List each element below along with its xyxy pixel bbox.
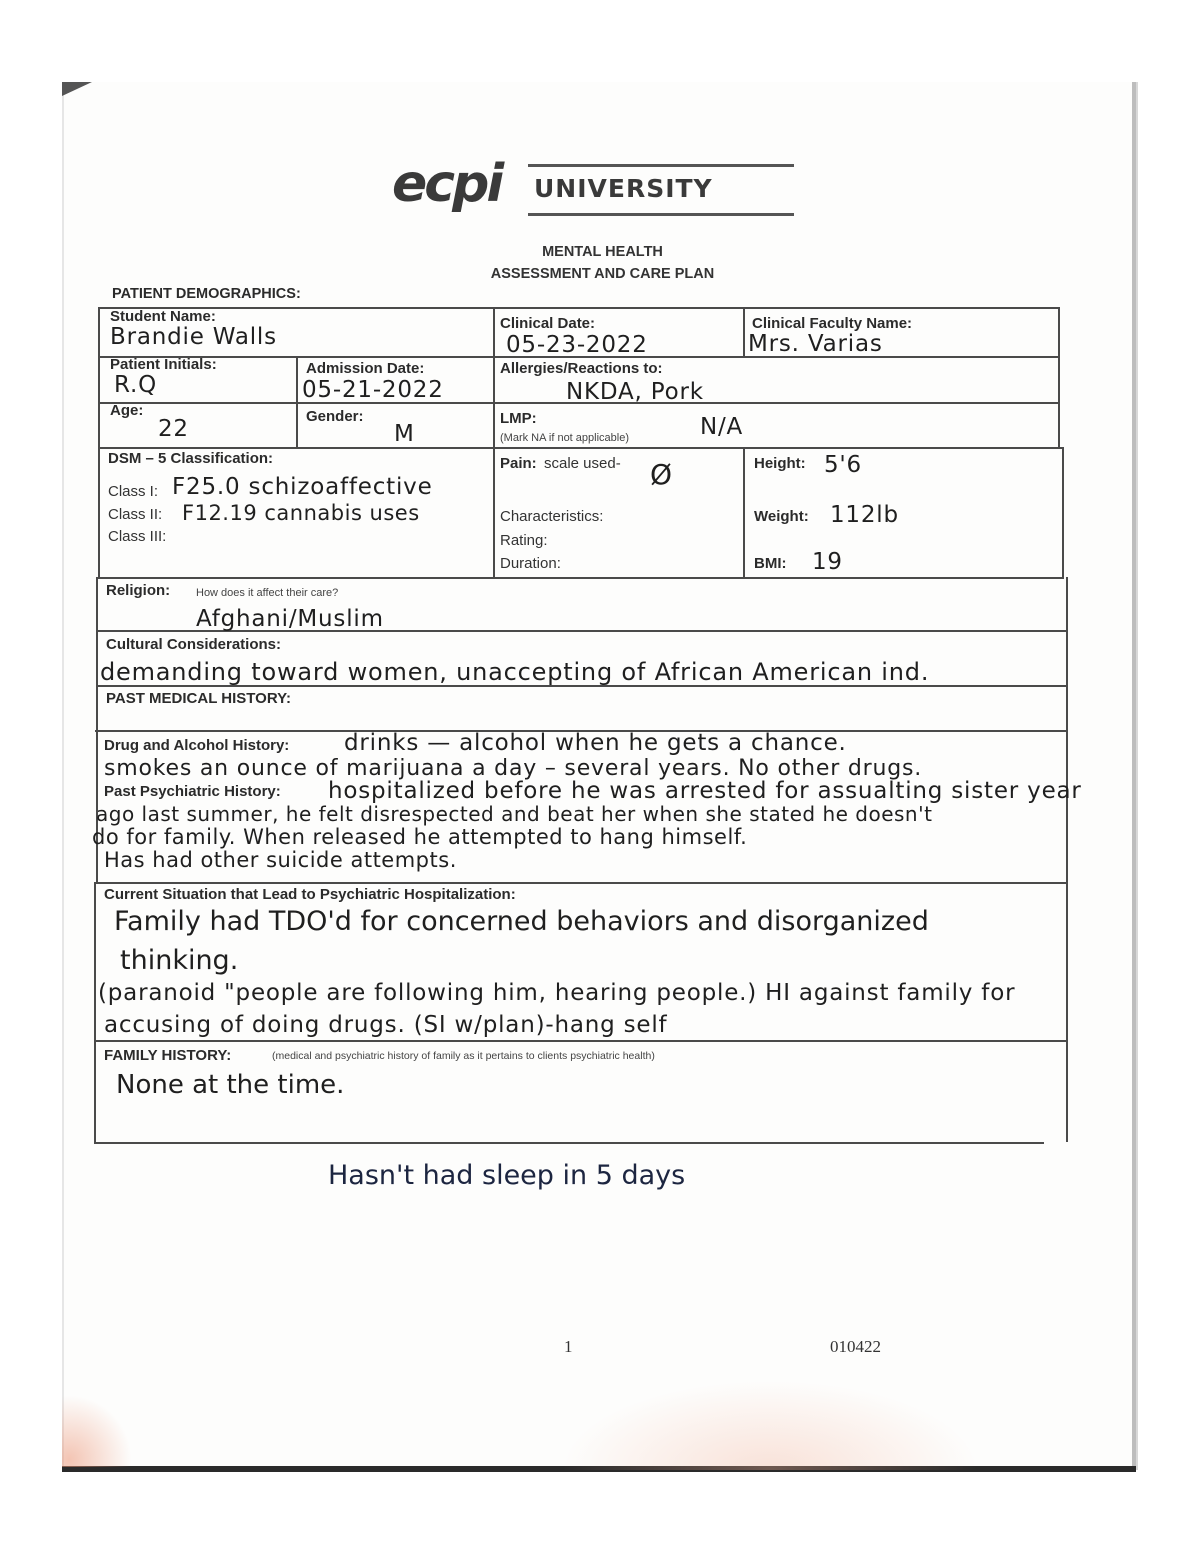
admission-date-value: 05-21-2022 [302,377,444,403]
form-title-line2: ASSESSMENT AND CARE PLAN [490,266,715,282]
lmp-note: (Mark NA if not applicable) [500,432,629,444]
height-value: 5'6 [824,452,862,478]
lmp-value: N/A [700,414,744,440]
past-psych-line2: ago last summer, he felt disrespected and beat her when she stated he doesn't [96,802,933,826]
current-line4: accusing of doing drugs. (SI w/plan)-hang self [104,1012,668,1038]
weight-value: 112lb [830,502,899,528]
lmp-label: LMP: [500,410,537,427]
patient-initials-label: Patient Initials: [110,356,217,373]
paper-edge-right [1132,82,1136,1472]
class1-label: Class I: [108,483,159,500]
drug-alcohol-label: Drug and Alcohol History: [104,737,290,754]
bmi-label: BMI: [754,555,787,572]
paper-corner [62,82,92,96]
current-line2: thinking. [120,945,239,976]
religion-note: How does it affect their care? [196,587,339,599]
class2-label: Class II: [108,506,163,523]
clinical-date-label: Clinical Date: [500,315,596,332]
drug-alcohol-line2: smokes an ounce of marijuana a day – several years. No other drugs. [104,756,923,781]
stain-mark [62,1395,132,1467]
student-name-label: Student Name: [110,308,216,325]
section-demographics: PATIENT DEMOGRAPHICS: [112,286,301,302]
gender-value: M [394,421,415,447]
class1-value: F25.0 schizoaffective [172,474,433,500]
ecpi-logo [388,154,798,220]
bmi-value: 19 [812,549,843,575]
drug-alcohol-line1: drinks — alcohol when he gets a chance. [344,730,847,756]
class2-value: F12.19 cannabis uses [182,501,420,525]
past-psych-line1: hospitalized before he was arrested for assualting sister year [328,778,1082,804]
characteristics-label: Characteristics: [500,508,604,525]
past-psych-label: Past Psychiatric History: [104,783,281,800]
stain-mark-bottom [560,1380,980,1470]
age-label: Age: [110,402,144,419]
past-medical-label: PAST MEDICAL HISTORY: [106,690,292,707]
form-code: 010422 [830,1337,881,1356]
pain-label: Pain: [500,455,537,472]
religion-label: Religion: [106,582,171,599]
bottom-note: Hasn't had sleep in 5 days [328,1160,686,1191]
clinical-date-value: 05-23-2022 [506,332,648,358]
past-psych-line3: do for family. When released he attempted to hang himself. [92,825,748,849]
current-situation-label: Current Situation that Lead to Psychiatric Hospitalization: [104,886,516,903]
student-name-value: Brandie Walls [110,324,277,350]
duration-label: Duration: [500,555,561,572]
dsm-label: DSM – 5 Classification: [108,450,274,467]
form-title-line1: MENTAL HEALTH [542,244,663,260]
family-history-label: FAMILY HISTORY: [104,1047,232,1064]
current-line3: (paranoid "people are following him, hearing people.) HI against family for [98,980,1016,1006]
pain-scale-value: Ø [650,458,673,491]
admission-date-label: Admission Date: [306,360,425,377]
logo-brand: ecpi [392,154,502,214]
weight-label: Weight: [754,508,809,525]
allergies-value: NKDA, Pork [566,379,704,405]
cultural-label: Cultural Considerations: [106,636,282,653]
current-line1: Family had TDO'd for concerned behaviors and disorganized [114,906,929,937]
allergies-label: Allergies/Reactions to: [500,360,663,377]
patient-initials-value: R.Q [114,372,157,398]
logo-university: UNIVERSITY [534,174,713,203]
age-value: 22 [158,416,189,442]
height-label: Height: [754,455,806,472]
religion-value: Afghani/Muslim [196,606,384,632]
family-history-value: None at the time. [116,1070,345,1100]
gender-label: Gender: [306,408,364,425]
class3-label: Class III: [108,528,167,545]
page-number: 1 [564,1337,573,1356]
family-history-note: (medical and psychiatric history of family as it pertains to clients psychiatric health) [272,1050,655,1062]
past-psych-line4: Has had other suicide attempts. [104,848,457,872]
clinical-faculty-value: Mrs. Varias [748,331,883,357]
rating-label: Rating: [500,532,548,549]
pain-scale-label: scale used- [544,455,621,472]
clinical-faculty-label: Clinical Faculty Name: [752,315,913,332]
cultural-value: demanding toward women, unaccepting of African American ind. [100,658,930,686]
